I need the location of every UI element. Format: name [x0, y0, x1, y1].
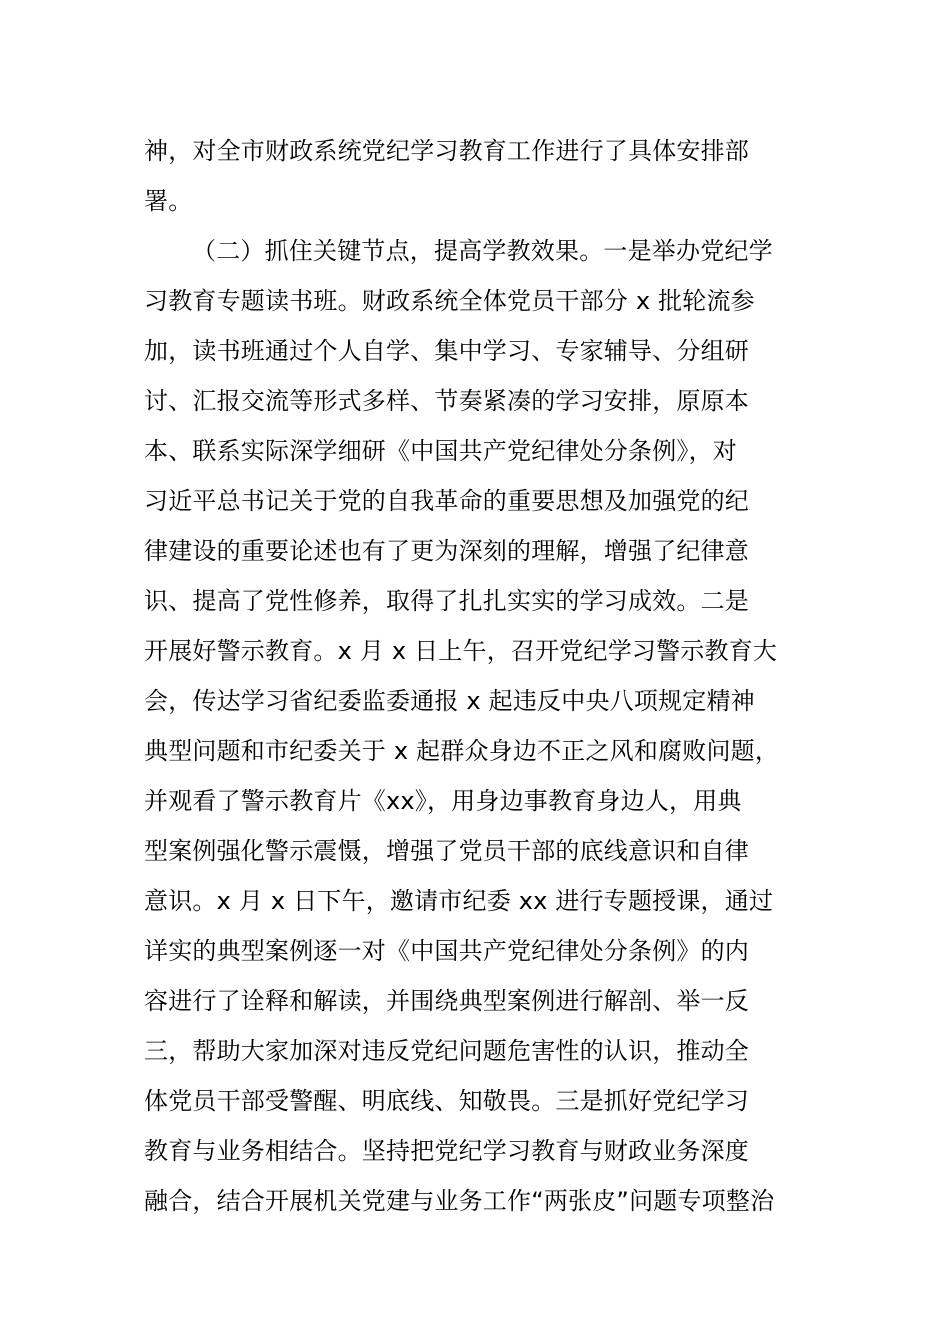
text-line: 典型问题和市纪委关于 x 起群众身边不正之风和腐败问题，: [144, 737, 780, 765]
text-line-paragraph-start: （二）抓住关键节点，提高学教效果。一是举办党纪学: [192, 237, 773, 265]
text-line: 型案例强化警示震慑，增强了党员干部的底线意识和自律: [144, 837, 749, 865]
text-line: 体党员干部受警醒、明底线、知敬畏。三是抓好党纪学习: [144, 1087, 749, 1115]
text-line: 详实的典型案例逐一对《中国共产党纪律处分条例》的内: [144, 937, 749, 965]
text-line: 习教育专题读书班。财政系统全体党员干部分 x 批轮流参: [144, 287, 755, 315]
text-line: 教育与业务相结合。坚持把党纪学习教育与财政业务深度: [144, 1137, 749, 1165]
text-line: 律建设的重要论述也有了更为深刻的理解，增强了纪律意: [144, 537, 749, 565]
text-line: 识、提高了党性修养，取得了扎扎实实的学习成效。二是: [144, 587, 749, 615]
text-line: 署。: [144, 187, 193, 215]
text-line: 加，读书班通过个人自学、集中学习、专家辅导、分组研: [144, 337, 749, 365]
text-line: 习近平总书记关于党的自我革命的重要思想及加强党的纪: [144, 487, 749, 515]
text-line: 容进行了诠释和解读，并围绕典型案例进行解剖、举一反: [144, 987, 749, 1015]
document-body: [144, 126, 824, 1226]
text-line: 神，对全市财政系统党纪学习教育工作进行了具体安排部: [144, 137, 749, 165]
text-line: 开展好警示教育。x 月 x 日上午，召开党纪学习警示教育大: [144, 637, 778, 665]
text-line: 意识。x 月 x 日下午，邀请市纪委 xx 进行专题授课，通过: [144, 887, 774, 915]
text-line: 融合，结合开展机关党建与业务工作“两张皮”问题专项整治: [144, 1187, 775, 1215]
text-line: 会，传达学习省纪委监委通报 x 起违反中央八项规定精神: [144, 687, 755, 715]
text-line: 并观看了警示教育片《xx》，用身边事教育身边人，用典: [144, 787, 742, 815]
text-line: 本、联系实际深学细研《中国共产党纪律处分条例》，对: [144, 437, 737, 465]
text-line: 三，帮助大家加深对违反党纪问题危害性的认识，推动全: [144, 1037, 749, 1065]
text-line: 讨、汇报交流等形式多样、节奏紧凑的学习安排，原原本: [144, 387, 749, 415]
